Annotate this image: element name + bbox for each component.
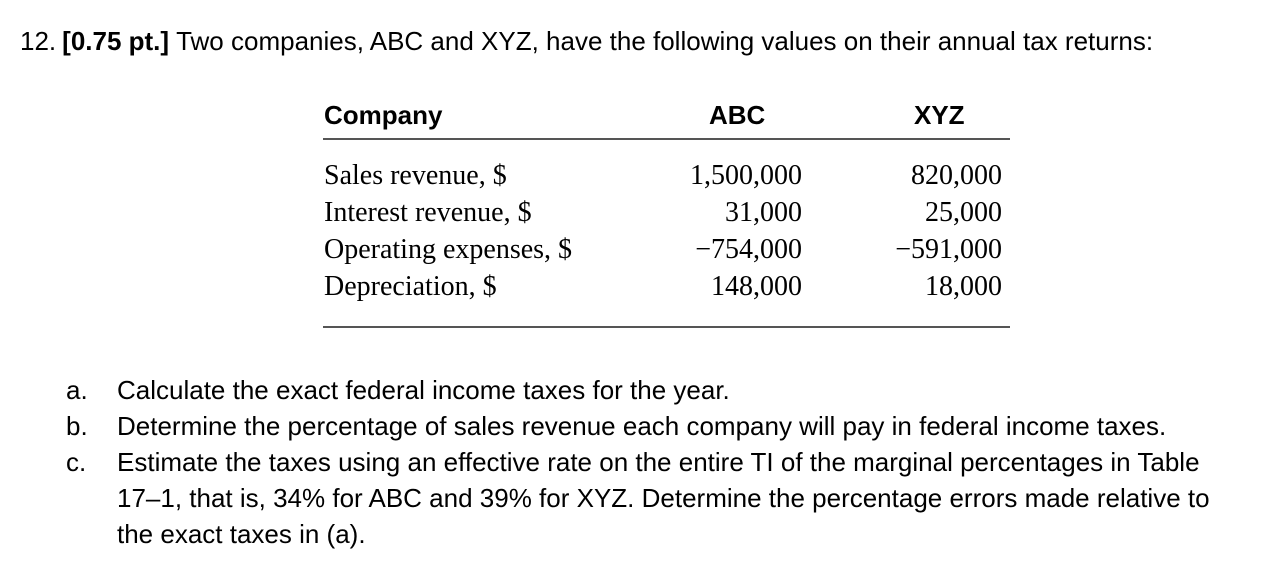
value-abc: −754,000	[695, 234, 802, 265]
part-letter: c.	[66, 447, 87, 477]
part-text: Estimate the taxes using an effective rate on the entire TI of the marginal percentages in Table 17–1, that is, 34% for ABC and 39% for XYZ. Determine the percentage errors made relative to the exact taxes in (a).	[117, 447, 1210, 549]
part-b	[66, 408, 1246, 444]
header-xyz: XYZ	[914, 100, 965, 130]
row-label: Sales revenue, $	[324, 160, 507, 191]
part-letter: a.	[66, 375, 88, 405]
value-xyz: 820,000	[911, 160, 1002, 191]
table-row	[323, 197, 1010, 235]
data-table	[323, 98, 1010, 328]
header-company: Company	[324, 100, 443, 130]
row-label: Operating expenses, $	[324, 234, 573, 265]
row-label: Depreciation, $	[324, 271, 497, 302]
row-label: Interest revenue, $	[324, 197, 532, 228]
value-abc: 148,000	[711, 271, 802, 302]
value-xyz: −591,000	[895, 234, 1002, 265]
value-xyz: 25,000	[925, 197, 1002, 228]
part-a	[66, 372, 1246, 408]
question-text: Two companies, ABC and XYZ, have the following values on their annual tax returns:	[176, 26, 1154, 56]
table-row	[323, 234, 1010, 272]
value-abc: 31,000	[725, 197, 802, 228]
value-xyz: 18,000	[925, 271, 1002, 302]
question-heading	[20, 24, 1153, 58]
table-header	[323, 98, 1010, 140]
part-letter: b.	[66, 411, 88, 441]
question-points: [0.75 pt.]	[62, 26, 170, 56]
header-abc: ABC	[709, 100, 766, 130]
question-parts	[66, 372, 1246, 552]
table-body	[323, 140, 1010, 328]
question-number: 12.	[20, 26, 57, 56]
value-abc: 1,500,000	[690, 160, 802, 191]
table-row	[323, 271, 1010, 309]
part-text: Determine the percentage of sales revenue each company will pay in federal income taxes.	[117, 411, 1167, 441]
part-c	[66, 444, 1246, 552]
table-row	[323, 160, 1010, 198]
part-text: Calculate the exact federal income taxes for the year.	[117, 375, 730, 405]
